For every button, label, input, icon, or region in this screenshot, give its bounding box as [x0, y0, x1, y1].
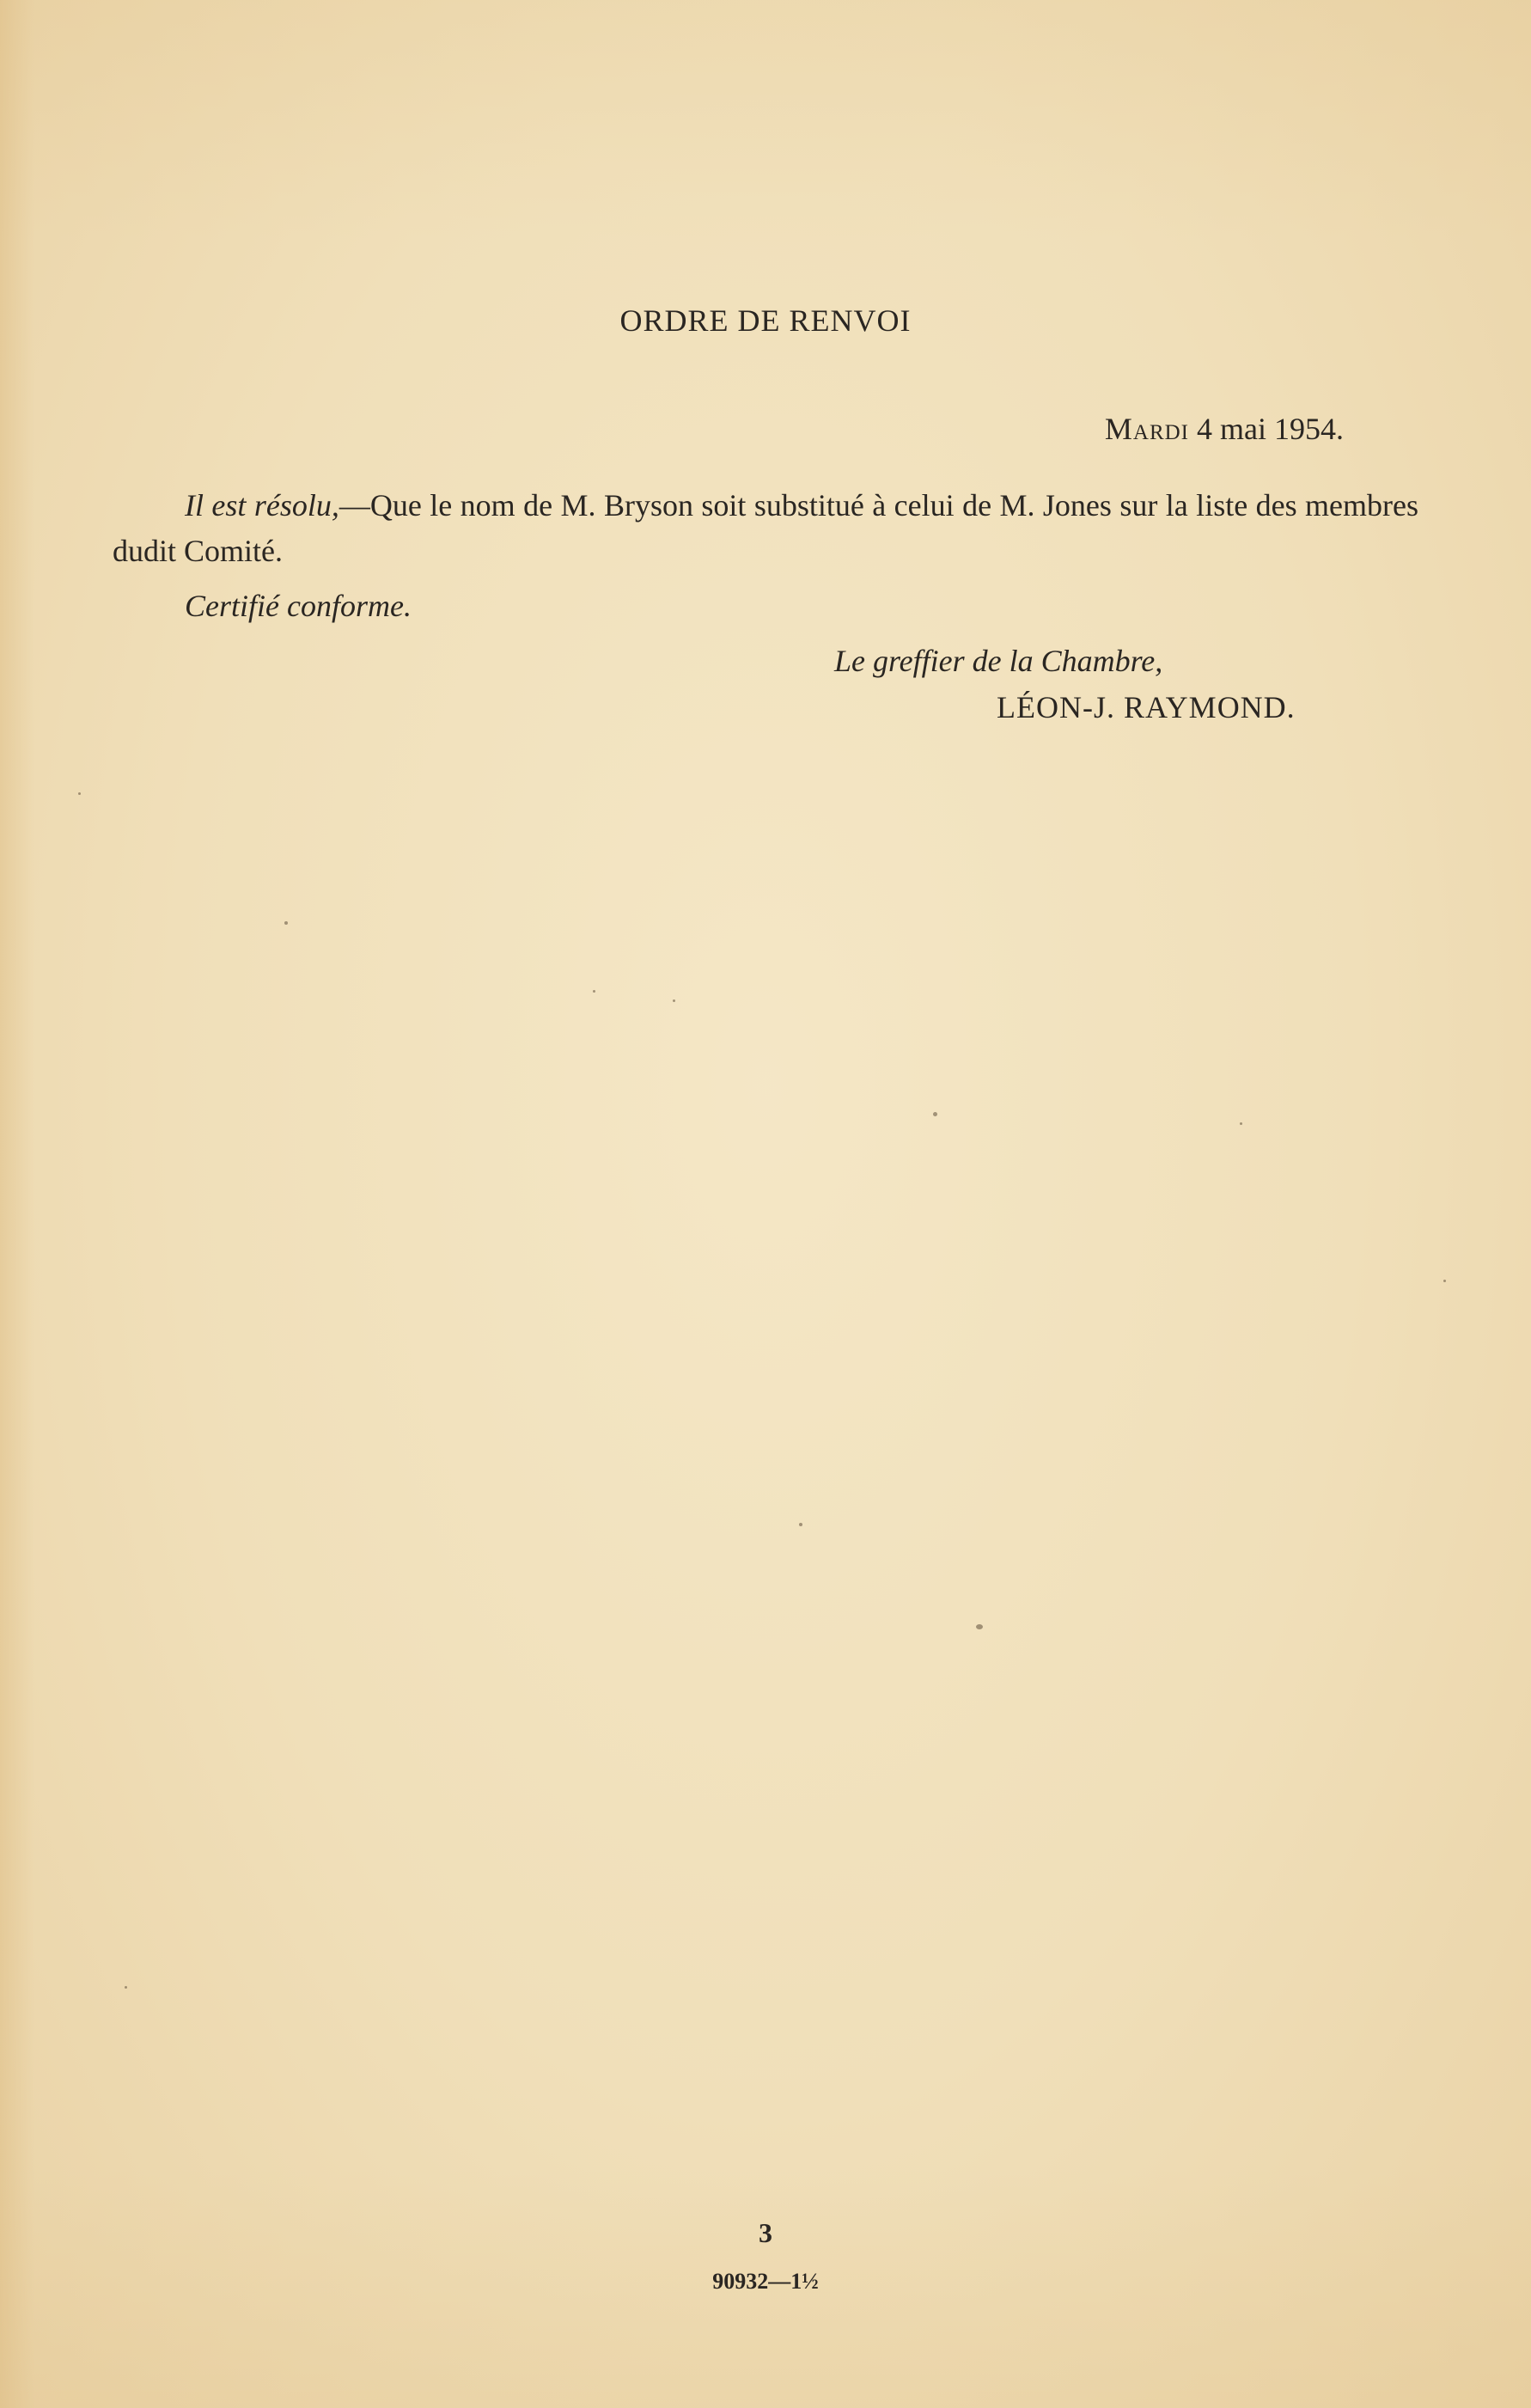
- date-weekday: Mardi: [1104, 412, 1190, 446]
- paper-speck: [799, 1523, 802, 1526]
- signature-name: LÉON-J. RAYMOND.: [997, 690, 1296, 724]
- date-rest: 4 mai 1954.: [1197, 412, 1344, 446]
- paper-speck: [593, 990, 595, 993]
- signature-title: Le greffier de la Chambre,: [834, 644, 1163, 678]
- paper-speck: [976, 1624, 983, 1629]
- resolution-intro: Il est résolu,: [185, 488, 339, 523]
- paper-speck: [1240, 1122, 1242, 1125]
- resolution-text: —Que le nom de M. Bryson soit substitué à celui de M. Jones sur la liste des membres dudit Comité.: [113, 488, 1418, 568]
- paper-speck: [78, 792, 81, 795]
- paper-speck: [1443, 1280, 1446, 1282]
- paper-speck: [933, 1112, 937, 1116]
- paper-speck: [284, 921, 288, 925]
- date-line: [1105, 411, 1344, 447]
- certification-text: Certifié conforme.: [185, 589, 412, 623]
- page-number: 3: [759, 2217, 772, 2248]
- print-code: 90932—1½: [712, 2269, 819, 2294]
- paper-speck: [125, 1986, 127, 1989]
- document-heading: ORDRE DE RENVOI: [619, 303, 912, 338]
- paper-speck: [673, 999, 675, 1002]
- resolution-paragraph: [113, 483, 1418, 574]
